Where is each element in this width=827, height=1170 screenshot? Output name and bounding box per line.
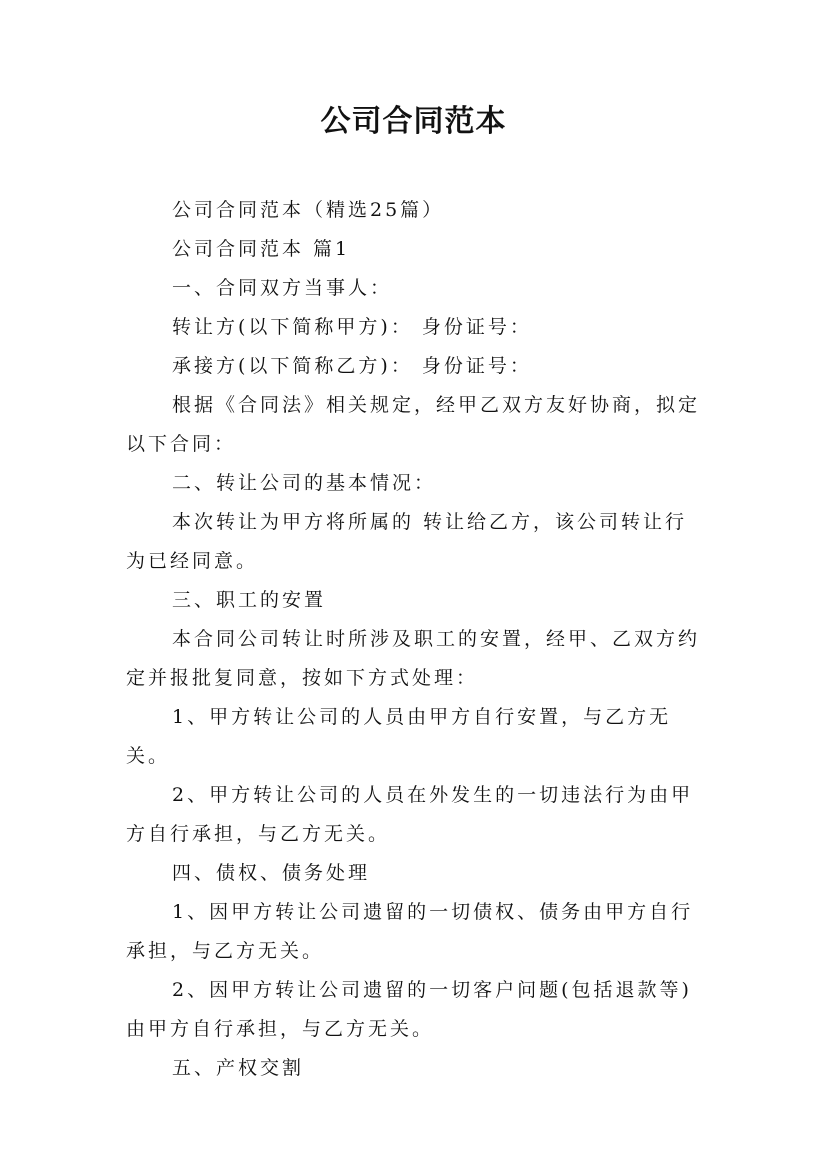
- paragraph-article-heading: 公司合同范本 篇1: [172, 238, 351, 260]
- paragraph-transferee: 承接方(以下简称乙方)： 身份证号：: [172, 355, 532, 377]
- paragraph-debts-2: 2、因甲方转让公司遗留的一切客户问题(包括退款等)由甲方自行承担，与乙方无关。: [126, 979, 692, 1040]
- paragraph-transfer: 本次转让为甲方将所属的 转让给乙方，该公司转让行为已经同意。: [126, 511, 688, 572]
- paragraph-staff-1: 1、甲方转让公司的人员由甲方自行安置，与乙方无关。: [126, 706, 672, 767]
- document-body: [126, 191, 706, 1088]
- paragraph-basis: 根据《合同法》相关规定，经甲乙双方友好协商，拟定以下合同：: [126, 394, 701, 455]
- section-heading-property: 五、产权交割: [172, 1057, 305, 1079]
- paragraph-staff-2: 2、甲方转让公司的人员在外发生的一切违法行为由甲方自行承担，与乙方无关。: [126, 784, 694, 845]
- section-heading-parties: 一、合同双方当事人：: [172, 277, 393, 299]
- paragraph-debts-1: 1、因甲方转让公司遗留的一切债权、债务由甲方自行承担，与乙方无关。: [126, 901, 694, 962]
- section-heading-staff: 三、职工的安置: [172, 589, 327, 611]
- paragraph-staff-intro: 本合同公司转让时所涉及职工的安置，经甲、乙双方约定并报批复同意，按如下方式处理：: [126, 628, 701, 689]
- section-heading-debts: 四、债权、债务处理: [172, 862, 371, 884]
- paragraph-subtitle: 公司合同范本（精选25篇）: [172, 199, 445, 221]
- document-title: 公司合同范本: [320, 104, 507, 139]
- section-heading-company-info: 二、转让公司的基本情况：: [172, 472, 437, 494]
- paragraph-transferor: 转让方(以下简称甲方)： 身份证号：: [172, 316, 532, 338]
